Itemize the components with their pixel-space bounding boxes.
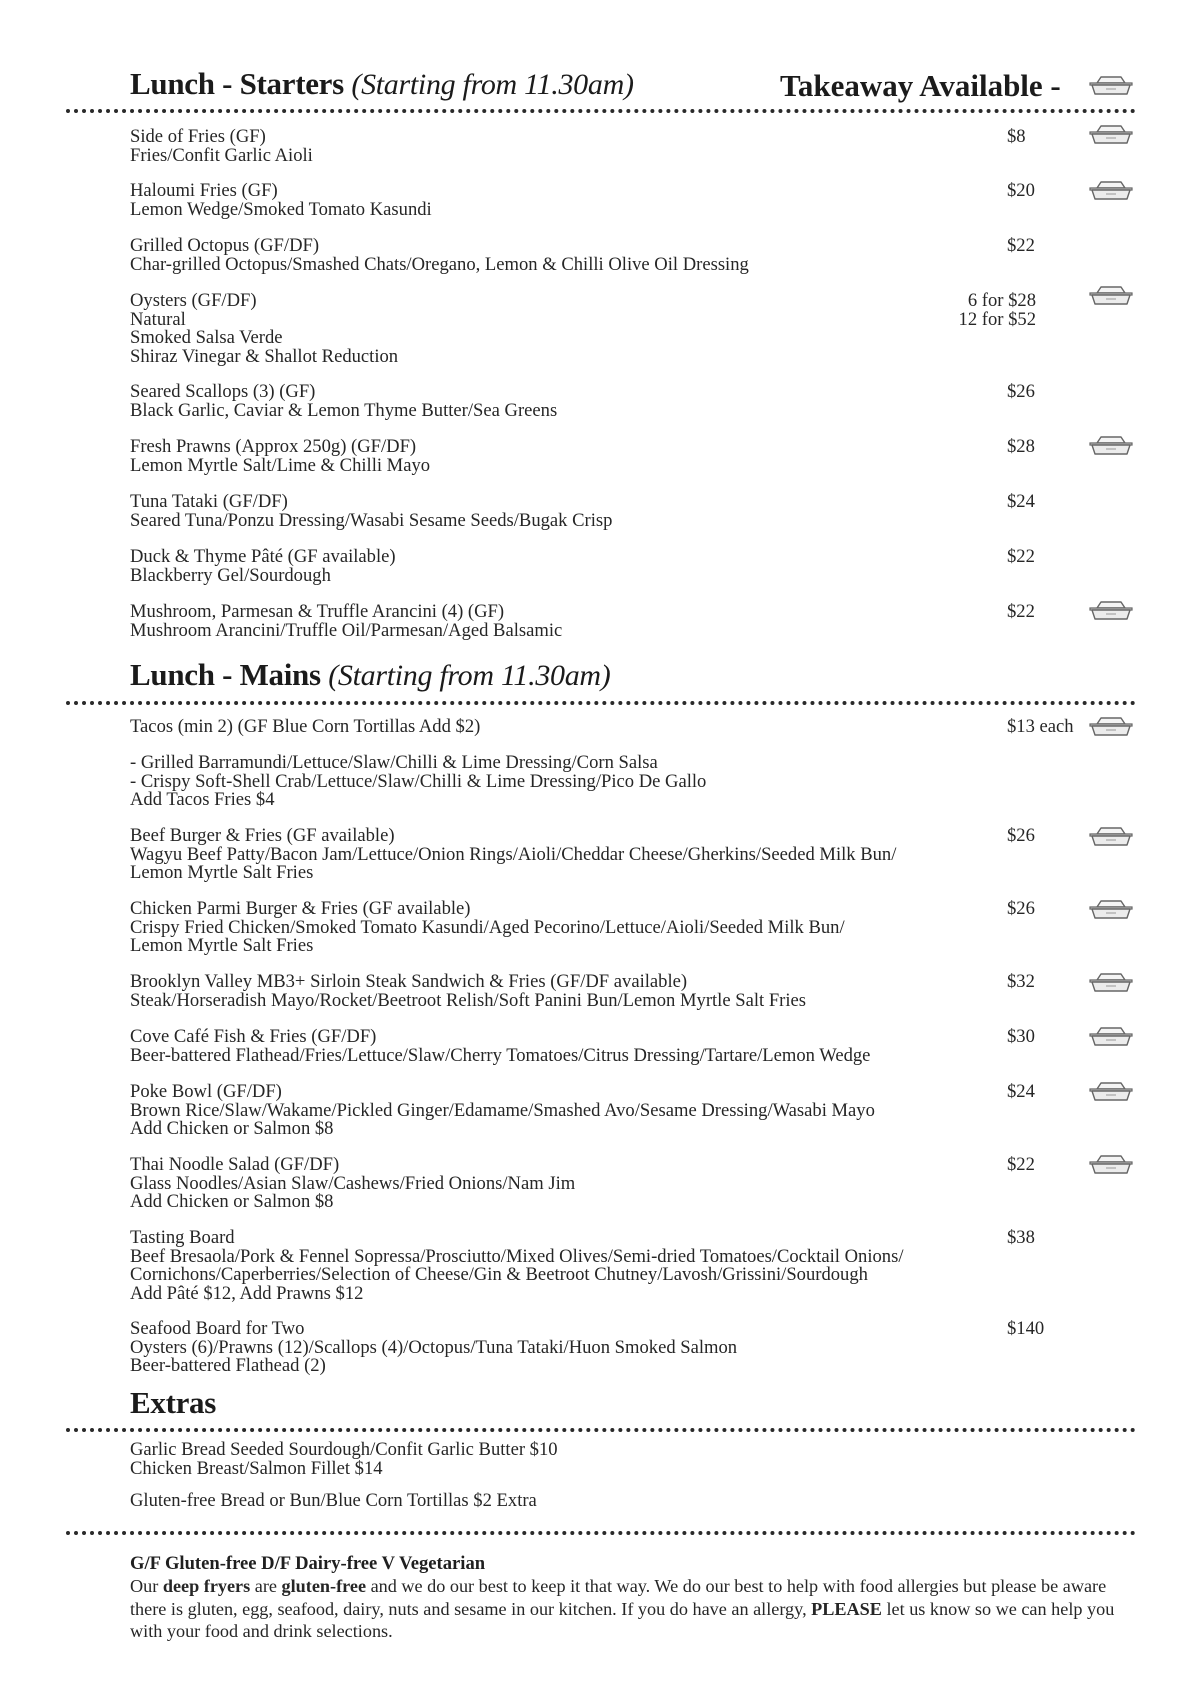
item-price: $38: [1007, 1227, 1035, 1248]
takeaway-box-icon: [1088, 180, 1134, 202]
item-price: $28: [1007, 436, 1035, 457]
item-price: $22: [1007, 1154, 1035, 1175]
item-name: Tacos (min 2) (GF Blue Corn Tortillas Add $2): [130, 716, 481, 737]
item-name: Haloumi Fries (GF): [130, 180, 278, 201]
extras-title: Extras: [130, 1385, 217, 1420]
item-price: $140: [1007, 1318, 1045, 1339]
note-text: and we do our best to keep it that way. We do our best to help with food allergies but please be aware there is gluten, egg, seafood, dairy, nuts and sesame in our kitchen. If you do have an allergy,: [130, 1576, 1107, 1619]
item-name: Duck & Thyme Pâté (GF available): [130, 546, 396, 567]
item-description: Mushroom Arancini/Truffle Oil/Parmesan/Aged Balsamic: [130, 619, 563, 641]
item-description: Beer-battered Flathead/Fries/Lettuce/Slaw/Cherry Tomatoes/Citrus Dressing/Tartare/Lemon Wedge: [130, 1044, 871, 1066]
extras-item: [130, 1492, 1170, 1511]
allergy-footer: [130, 1553, 1130, 1643]
item-description: Crispy Fried Chicken/Smoked Tomato Kasundi/Aged Pecorino/Lettuce/Aioli/Seeded Milk Bun/: [130, 916, 845, 938]
item-option: Shiraz Vinegar & Shallot Reduction: [130, 345, 399, 367]
dietary-legend: G/F Gluten-free D/F Dairy-free V Vegetarian: [130, 1553, 486, 1574]
item-option: Natural: [130, 308, 186, 330]
item-option: - Grilled Barramundi/Lettuce/Slaw/Chilli & Lime Dressing/Corn Salsa: [130, 752, 658, 773]
note-bold: deep fryers: [162, 1576, 251, 1596]
item-description: Glass Noodles/Asian Slaw/Cashews/Fried Onions/Nam Jim: [130, 1172, 576, 1194]
item-price: $30: [1007, 1026, 1035, 1047]
item-description: Brown Rice/Slaw/Wakame/Pickled Ginger/Edamame/Smashed Avo/Sesame Dressing/Wasabi Mayo: [130, 1099, 875, 1121]
item-name: Brooklyn Valley MB3+ Sirloin Steak Sandwich & Fries (GF/DF available): [130, 971, 688, 992]
takeaway-legend: [780, 68, 1061, 104]
item-price: 12 for $52: [958, 308, 1036, 330]
item-addon: Add Chicken or Salmon $8: [130, 1191, 334, 1212]
item-description: Char-grilled Octopus/Smashed Chats/Oregano, Lemon & Chilli Olive Oil Dressing: [130, 253, 749, 275]
note-text: are: [250, 1576, 282, 1596]
item-description: Wagyu Beef Patty/Bacon Jam/Lettuce/Onion Rings/Aioli/Cheddar Cheese/Gherkins/Seeded Milk Bun/: [130, 843, 897, 865]
takeaway-box-icon: [1088, 1154, 1134, 1176]
item-description: Lemon Myrtle Salt Fries: [130, 862, 314, 883]
extras-heading: [130, 1385, 216, 1421]
item-price: $24: [1007, 1081, 1035, 1102]
takeaway-box-icon: [1088, 435, 1134, 457]
takeaway-box-icon: [1088, 124, 1134, 146]
takeaway-box-icon: [1088, 285, 1134, 307]
item-addon: Add Pâté $12, Add Prawns $12: [130, 1282, 364, 1304]
takeaway-box-icon: [1088, 600, 1134, 622]
item-price: $26: [1007, 381, 1035, 402]
item-name: Chicken Parmi Burger & Fries (GF available): [130, 898, 471, 919]
item-addon: Add Chicken or Salmon $8: [130, 1118, 334, 1139]
item-description: Lemon Wedge/Smoked Tomato Kasundi: [130, 198, 432, 220]
item-name: Mushroom, Parmesan & Truffle Arancini (4) (GF): [130, 601, 505, 622]
item-name: Seared Scallops (3) (GF): [130, 381, 316, 402]
item-price: $8: [1007, 126, 1026, 147]
item-price: $20: [1007, 180, 1035, 201]
starters-subtitle: (Starting from 11.30am): [351, 68, 634, 101]
note-bold: PLEASE: [811, 1598, 882, 1619]
item-description: Seared Tuna/Ponzu Dressing/Wasabi Sesame Seeds/Bugak Crisp: [130, 509, 613, 531]
allergy-note: [130, 1575, 1130, 1643]
item-description: Cornichons/Caperberries/Selection of Cheese/Gin & Beetroot Chutney/Lavosh/Grissini/Sourdough: [130, 1264, 868, 1285]
item-name: Thai Noodle Salad (GF/DF): [130, 1154, 340, 1175]
item-price: $26: [1007, 825, 1035, 846]
item-description: Lemon Myrtle Salt/Lime & Chilli Mayo: [130, 454, 431, 476]
extras-line: Gluten-free Bread or Bun/Blue Corn Tortillas $2 Extra: [130, 1490, 537, 1511]
takeaway-box-icon: [1088, 75, 1134, 97]
item-name: Side of Fries (GF): [130, 126, 266, 147]
note-bold: gluten-free: [281, 1576, 367, 1596]
item-name: Seafood Board for Two: [130, 1318, 305, 1339]
divider: [66, 1428, 1136, 1432]
takeaway-box-icon: [1088, 1026, 1134, 1048]
item-price: $22: [1007, 601, 1035, 622]
mains-title: Lunch - Mains: [130, 657, 321, 692]
item-price: 6 for $28: [967, 290, 1036, 311]
divider: [66, 1531, 1136, 1535]
item-addon: Add Tacos Fries $4: [130, 789, 275, 810]
item-option: Smoked Salsa Verde: [130, 327, 283, 348]
item-description: Beef Bresaola/Pork & Fennel Sopressa/Prosciutto/Mixed Olives/Semi-dried Tomatoes/Cocktail Onions/: [130, 1245, 904, 1267]
takeaway-box-icon: [1088, 1081, 1134, 1103]
takeaway-box-icon: [1088, 972, 1134, 994]
item-name: Poke Bowl (GF/DF): [130, 1081, 282, 1102]
item-description: Lemon Myrtle Salt Fries: [130, 935, 314, 956]
item-price: $32: [1007, 971, 1035, 992]
note-text: Our: [130, 1576, 163, 1596]
note-text: let us know so we can help you with your food and drink selections.: [130, 1598, 1115, 1641]
item-name: Oysters (GF/DF): [130, 290, 257, 311]
item-name: Beef Burger & Fries (GF available): [130, 825, 395, 846]
extras-item: [130, 1441, 1170, 1478]
item-name: Grilled Octopus (GF/DF): [130, 235, 320, 256]
item-description: Oysters (6)/Prawns (12)/Scallops (4)/Octopus/Tuna Tataki/Huon Smoked Salmon: [130, 1336, 738, 1358]
item-price: $26: [1007, 898, 1035, 919]
divider: [66, 109, 1136, 113]
starters-title: Lunch - Starters: [130, 66, 344, 101]
starters-heading: [130, 66, 634, 102]
takeaway-box-icon: [1088, 716, 1134, 738]
item-price: $13 each: [1007, 716, 1074, 737]
item-description: Black Garlic, Caviar & Lemon Thyme Butter/Sea Greens: [130, 399, 558, 421]
takeaway-box-icon: [1088, 899, 1134, 921]
item-name: Cove Café Fish & Fries (GF/DF): [130, 1026, 377, 1047]
takeaway-label: Takeaway Available -: [780, 68, 1061, 103]
item-name: Tasting Board: [130, 1227, 235, 1248]
divider: [66, 701, 1136, 705]
main-item: [130, 754, 1170, 810]
item-name: Fresh Prawns (Approx 250g) (GF/DF): [130, 436, 417, 457]
item-price: $22: [1007, 546, 1035, 567]
item-name: Tuna Tataki (GF/DF): [130, 491, 288, 512]
mains-heading: [130, 657, 610, 693]
item-price: $24: [1007, 491, 1035, 512]
item-option: - Crispy Soft-Shell Crab/Lettuce/Slaw/Chilli & Lime Dressing/Pico De Gallo: [130, 770, 707, 792]
item-description: Blackberry Gel/Sourdough: [130, 564, 331, 586]
extras-line: Garlic Bread Seeded Sourdough/Confit Garlic Butter $10: [130, 1439, 558, 1460]
item-description: Fries/Confit Garlic Aioli: [130, 144, 313, 166]
item-price: $22: [1007, 235, 1035, 256]
item-description: Beer-battered Flathead (2): [130, 1355, 326, 1376]
item-description: Steak/Horseradish Mayo/Rocket/Beetroot Relish/Soft Panini Bun/Lemon Myrtle Salt Fries: [130, 989, 807, 1011]
takeaway-box-icon: [1088, 826, 1134, 848]
mains-subtitle: (Starting from 11.30am): [328, 659, 611, 692]
extras-line: Chicken Breast/Salmon Fillet $14: [130, 1457, 383, 1479]
